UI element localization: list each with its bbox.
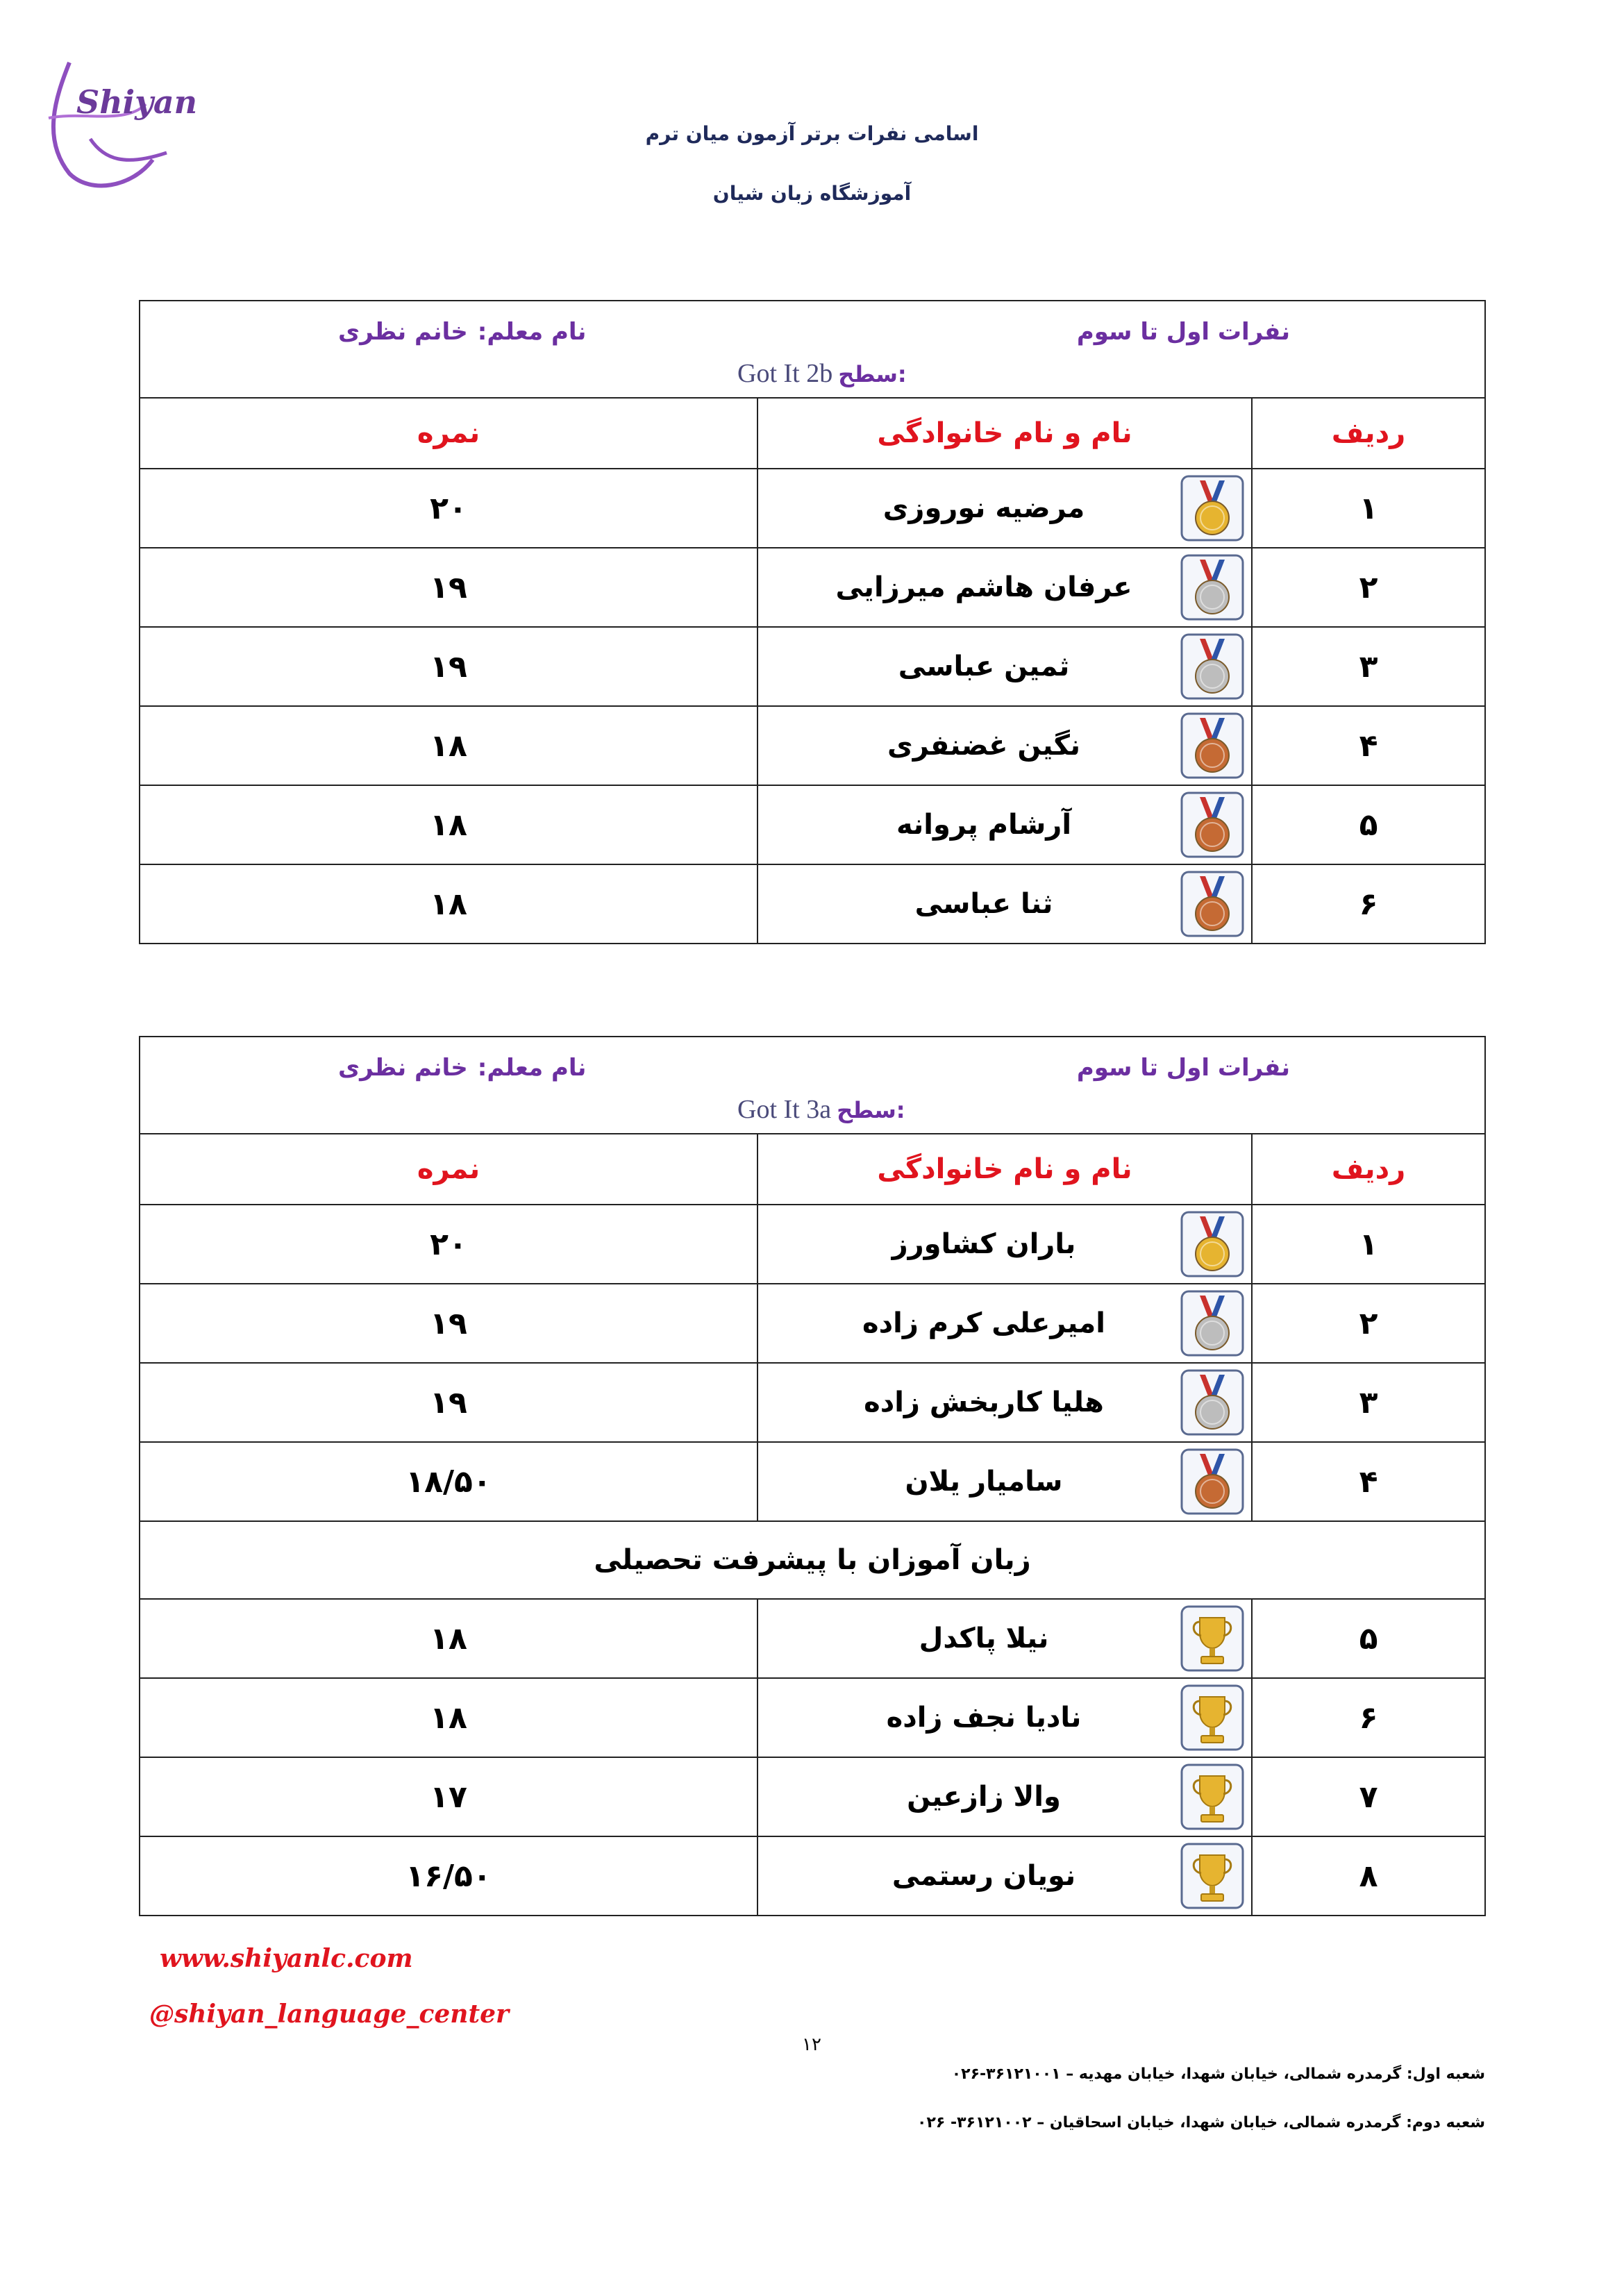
score-cell: ۲۰ — [140, 469, 757, 548]
level-label: سطح: — [838, 361, 907, 387]
score-cell: ۱۶/۵۰ — [140, 1836, 757, 1916]
column-header-name: نام و نام خانوادگی — [757, 398, 1252, 469]
gold-medal-icon — [1180, 475, 1244, 542]
table-row — [140, 1757, 1485, 1836]
student-name: والا زازعین — [907, 1781, 1061, 1813]
teacher-label: نام معلم: — [477, 1054, 587, 1082]
student-name: باران کشاورز — [891, 1228, 1076, 1260]
table-title: نفرات اول تا سوم — [1076, 1054, 1291, 1082]
logo-text: Shiyan — [76, 83, 198, 121]
name-cell — [757, 1678, 1252, 1757]
score-cell: ۱۸ — [140, 1678, 757, 1757]
table-row — [140, 627, 1485, 706]
rank-cell: ۶ — [1252, 864, 1485, 944]
student-name: نادیا نجف زاده — [886, 1702, 1082, 1734]
results-table-1 — [139, 300, 1484, 944]
name-cell — [757, 1205, 1252, 1284]
table-row — [140, 1284, 1485, 1363]
branch-2-address: شعبه دوم: گرمدره شمالی، خیابان شهدا، خیابان اسحاقیان – ۳۶۱۲۱۰۰۲- ۰۲۶ — [917, 2114, 1485, 2131]
level-info — [737, 1094, 905, 1125]
rank-cell: ۵ — [1252, 1599, 1485, 1678]
rank-cell: ۵ — [1252, 785, 1485, 864]
rank-cell: ۲ — [1252, 1284, 1485, 1363]
trophy-icon — [1180, 1763, 1244, 1830]
rank-cell: ۶ — [1252, 1678, 1485, 1757]
student-name: امیرعلی کرم زاده — [862, 1307, 1105, 1339]
branch-1-address: شعبه اول: گرمدره شمالی، خیابان شهدا، خیابان مهدیه – ۳۶۱۲۱۰۰۱-۰۲۶ — [951, 2065, 1485, 2083]
table-2-progress-rows — [140, 1599, 1485, 1916]
table-row — [140, 785, 1485, 864]
silver-medal-icon — [1180, 554, 1244, 621]
level-label: سطح: — [837, 1097, 905, 1123]
table-row — [140, 706, 1485, 785]
name-cell — [757, 627, 1252, 706]
name-cell — [757, 1836, 1252, 1916]
teacher-label: نام معلم: — [477, 318, 587, 346]
score-cell: ۱۸ — [140, 1599, 757, 1678]
name-cell — [757, 1757, 1252, 1836]
table-row — [140, 1363, 1485, 1442]
name-cell — [757, 864, 1252, 944]
table-row — [140, 469, 1485, 548]
name-cell — [757, 785, 1252, 864]
table-row — [140, 1678, 1485, 1757]
name-cell — [757, 469, 1252, 548]
rank-cell: ۸ — [1252, 1836, 1485, 1916]
rank-cell: ۳ — [1252, 1363, 1485, 1442]
teacher-info — [338, 318, 586, 346]
bronze-medal-icon — [1180, 1448, 1244, 1515]
results-table-2 — [139, 1036, 1484, 1916]
student-name: آرشام پروانه — [896, 809, 1072, 841]
column-header-rank: ردیف — [1252, 1134, 1485, 1205]
silver-medal-icon — [1180, 633, 1244, 700]
table-row — [140, 1442, 1485, 1521]
score-cell: ۲۰ — [140, 1205, 757, 1284]
score-cell: ۱۸ — [140, 864, 757, 944]
teacher-info — [338, 1054, 586, 1082]
score-cell: ۱۸ — [140, 785, 757, 864]
score-cell: ۱۹ — [140, 548, 757, 627]
name-cell — [757, 1284, 1252, 1363]
rank-cell: ۷ — [1252, 1757, 1485, 1836]
score-cell: ۱۷ — [140, 1757, 757, 1836]
student-name: ثنا عباسی — [914, 888, 1053, 920]
student-name: سامیار یلان — [905, 1466, 1063, 1498]
document-title: اسامی نفرات برتر آزمون میان ترم — [645, 122, 979, 145]
student-name: نیلا پاکدل — [919, 1623, 1049, 1654]
gold-medal-icon — [1180, 1211, 1244, 1277]
student-name: مرضیه نوروزی — [882, 492, 1085, 524]
progress-heading: زبان آموزان با پیشرفت تحصیلی — [140, 1521, 1485, 1599]
name-cell — [757, 1363, 1252, 1442]
score-cell: ۱۹ — [140, 1284, 757, 1363]
name-cell — [757, 1599, 1252, 1678]
level-value: Got It 3a — [737, 1095, 832, 1124]
table-row — [140, 1599, 1485, 1678]
website-link[interactable]: www.shiyanlc.com — [160, 1944, 413, 1973]
rank-cell: ۱ — [1252, 1205, 1485, 1284]
document-subtitle: آموزشگاه زبان شیان — [712, 182, 912, 205]
rank-cell: ۴ — [1252, 706, 1485, 785]
table-title: نفرات اول تا سوم — [1076, 318, 1291, 346]
table-header — [140, 1037, 1485, 1134]
name-cell — [757, 548, 1252, 627]
table-row — [140, 548, 1485, 627]
column-header-score: نمره — [140, 398, 757, 469]
level-info — [737, 358, 907, 389]
column-header-name: نام و نام خانوادگی — [757, 1134, 1252, 1205]
teacher-name: خانم نظری — [338, 318, 468, 346]
name-cell — [757, 1442, 1252, 1521]
instagram-handle[interactable]: @shiyan_language_center — [149, 2000, 509, 2029]
silver-medal-icon — [1180, 1290, 1244, 1357]
level-value: Got It 2b — [737, 359, 833, 388]
student-name: عرفان هاشم میرزایی — [835, 571, 1132, 603]
bronze-medal-icon — [1180, 871, 1244, 937]
table-row — [140, 1836, 1485, 1916]
student-name: نگین غضنفری — [887, 730, 1080, 762]
student-name: ثمین عباسی — [898, 651, 1070, 682]
score-cell: ۱۹ — [140, 627, 757, 706]
rank-cell: ۱ — [1252, 469, 1485, 548]
trophy-icon — [1180, 1843, 1244, 1909]
rank-cell: ۲ — [1252, 548, 1485, 627]
rank-cell: ۴ — [1252, 1442, 1485, 1521]
name-cell — [757, 706, 1252, 785]
trophy-icon — [1180, 1684, 1244, 1751]
score-cell: ۱۸ — [140, 706, 757, 785]
column-header-rank: ردیف — [1252, 398, 1485, 469]
column-header-score: نمره — [140, 1134, 757, 1205]
score-cell: ۱۹ — [140, 1363, 757, 1442]
bronze-medal-icon — [1180, 791, 1244, 858]
bronze-medal-icon — [1180, 712, 1244, 779]
student-name: نویان رستمی — [891, 1860, 1076, 1892]
table-row — [140, 864, 1485, 944]
table-2-rows — [140, 1205, 1485, 1521]
rank-cell: ۳ — [1252, 627, 1485, 706]
table-1-rows — [140, 469, 1485, 944]
page-number: ۱۲ — [802, 2034, 821, 2055]
teacher-name: خانم نظری — [338, 1054, 468, 1082]
trophy-icon — [1180, 1605, 1244, 1672]
table-row — [140, 1205, 1485, 1284]
score-cell: ۱۸/۵۰ — [140, 1442, 757, 1521]
table-header — [140, 301, 1485, 398]
silver-medal-icon — [1180, 1369, 1244, 1436]
student-name: هلیا کاربخش زاده — [864, 1386, 1104, 1418]
